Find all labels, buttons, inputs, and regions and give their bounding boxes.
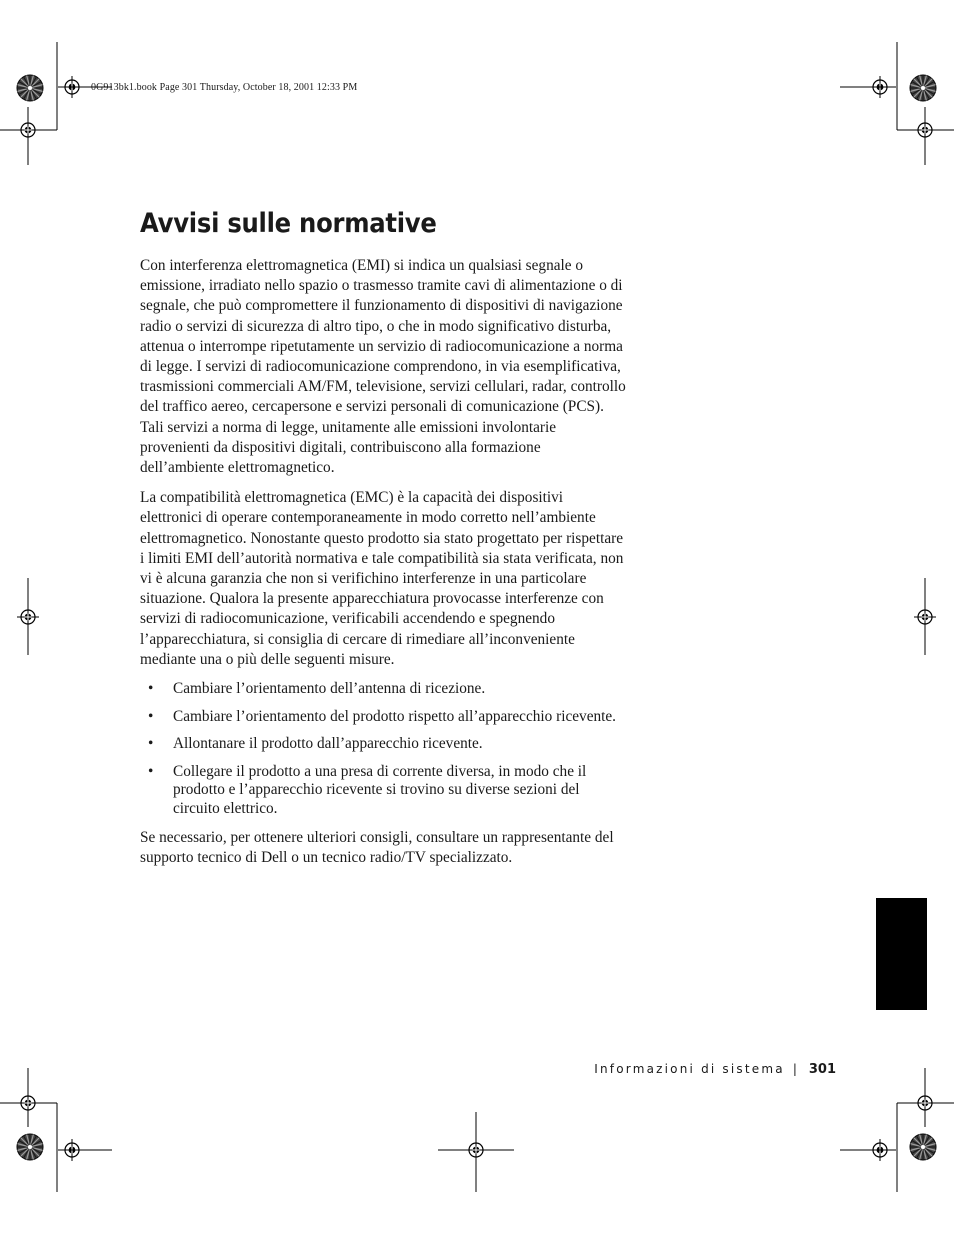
list-item (140, 763, 628, 819)
page-number: 301 (808, 1062, 836, 1077)
registration-target-icon (17, 119, 39, 141)
footer-section-label: Informazioni di sistema (594, 1062, 785, 1076)
registration-target-icon (914, 1092, 936, 1114)
bullet-icon: • (148, 762, 154, 780)
list-item-text: Allontanare il prodotto dall’apparecchio ricevente. (173, 735, 483, 753)
print-header-note: 0G913bk1.book Page 301 Thursday, October 18, 2001 12:33 PM (91, 82, 358, 93)
list-item-text: Cambiare l’orientamento del prodotto rispetto all’apparecchio ricevente. (173, 707, 617, 725)
color-starburst-icon (17, 75, 43, 101)
registration-target-icon (17, 606, 39, 628)
registration-target-icon (914, 119, 936, 141)
body-text (140, 256, 628, 878)
list-item (140, 735, 628, 754)
paragraph-support: Se necessario, per ottenere ulteriori consigli, consultare un rappresentante del supporto tecnico di Dell o un tecnico radio/TV specializzato. (140, 829, 614, 867)
registration-target-icon (17, 1092, 39, 1114)
paragraph-emi: Con interferenza elettromagnetica (EMI) si indica un qualsiasi segnale o emissione, irradiato nello spazio o trasmesso tramite cavi di alimentazione o di segnale, che può compromettere il funzionamento di dispositivi di navigazione radio o servizi di sicurezza di altro tipo, o che in modo significativo disturba, attenua o interrompe ripetutamente un servizio di radiocomunicazione a norma di legge. I servizi di radiocomunicazione comprendono, in via esemplificativa, trasmissioni commerciali AM/FM, televisione, servizi cellulari, radar, controllo del traffico aereo, cercapersone e servizi personali di comunicazione (PCS). Tali servizi a norma di legge, unitamente alle emissioni involontarie provenienti da dispositivi digitali, contribuiscono alla formazione dell’ambiente elettromagnetico. (140, 257, 626, 477)
color-starburst-icon (910, 1134, 936, 1160)
color-starburst-icon (17, 1134, 43, 1160)
paragraph-emc: La compatibilità elettromagnetica (EMC) è la capacità dei dispositivi elettronici di operare contemporaneamente in modo corretto nell’ambiente elettromagnetico. Nonostante questo prodotto sia stato progettato per rispettare i limiti EMI dell’autorità normativa e tale compatibilità sia stata verificata, non vi è alcuna garanzia che non si verifichino interferenze in una particolare situazione. Qualora la presente apparecchiatura provocasse interferenze con servizi di radiocomunicazione, verificabili accendendo e spegnendo l’apparecchiatura, si consiglia di cercare di rimediare all’inconveniente mediante una o più delle seguenti misure. (140, 489, 624, 668)
list-item-text: Collegare il prodotto a una presa di corrente diversa, in modo che il prodotto e l’apparecchio ricevente si trovino su diverse sezioni del circuito elettrico. (173, 762, 587, 817)
section-thumb-tab (876, 898, 927, 1010)
list-item (140, 680, 628, 699)
registration-target-icon (465, 1139, 487, 1161)
list-item (140, 708, 628, 727)
color-starburst-icon (910, 75, 936, 101)
registration-target-icon (914, 606, 936, 628)
page-footer (594, 1062, 836, 1077)
list-item-text: Cambiare l’orientamento dell’antenna di ricezione. (173, 680, 486, 698)
bullet-icon: • (148, 680, 154, 698)
footer-separator: | (792, 1062, 797, 1076)
measures-list (140, 680, 628, 818)
bullet-icon: • (148, 735, 154, 753)
bullet-icon: • (148, 707, 154, 725)
page-title: Avvisi sulle normative (140, 208, 437, 239)
